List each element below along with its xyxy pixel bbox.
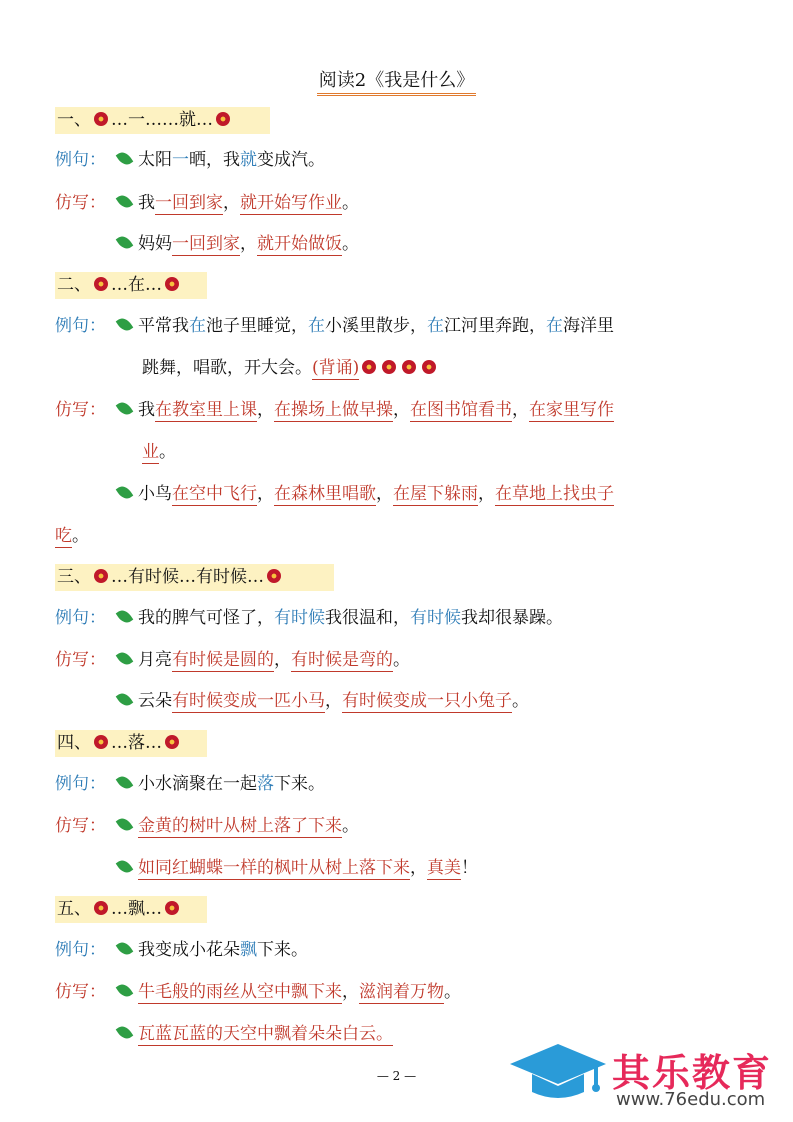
section-5-heading: 五、 …飘…	[55, 896, 207, 923]
section-4-example: 例句： 小水滴聚在一起落下来。	[55, 774, 325, 794]
sentence-text: 我的脾气可怪了，	[138, 608, 274, 628]
imitation-phrase: 一回到家	[172, 234, 240, 254]
flower-icon	[216, 112, 230, 126]
sentence-text: ，	[240, 234, 257, 254]
sentence-text: 。	[512, 691, 529, 711]
section-2-imitation-1: 仿写： 我在教室里上课，在操场上做早操，在图书馆看书，在家里写作	[55, 400, 614, 420]
page-title: 阅读2《我是什么》	[0, 66, 793, 96]
sentence-text: 。	[72, 526, 89, 546]
keyword: 一	[172, 150, 189, 170]
leaf-icon	[116, 857, 134, 876]
imitation-phrase: 在空中飞行	[172, 484, 257, 504]
sentence-text: 我却很暴躁。	[461, 608, 563, 628]
imitation-phrase: 滋润着万物	[359, 982, 444, 1002]
imitation-phrase: 有时候变成一匹小马	[172, 691, 325, 711]
sentence-text: ，	[274, 650, 291, 670]
imitation-phrase: 金黄的树叶从树上落了下来	[138, 816, 342, 836]
sentence-text: 小鸟	[138, 484, 172, 504]
keyword: 落	[257, 774, 274, 794]
imitation-phrase: 如同红蝴蝶一样的枫叶从树上落下来	[138, 858, 410, 878]
flower-icon	[94, 277, 108, 291]
imitation-phrase: 在图书馆看书	[410, 400, 512, 420]
sentence-text: 晒，我	[189, 150, 240, 170]
section-4-imitation-2	[55, 856, 478, 880]
sentence-text: 我变成小花朵	[138, 940, 240, 960]
imitation-phrase: 业	[142, 442, 159, 462]
sentence-text: ，	[325, 691, 342, 711]
section-5-example: 例句： 我变成小花朵飘下来。	[55, 940, 308, 960]
keyword: 就	[240, 150, 257, 170]
imitation-phrase: 在森林里唱歌	[274, 484, 376, 504]
sentence-text: ，	[376, 484, 393, 504]
leaf-icon	[116, 1023, 134, 1042]
imitation-phrase: (背诵)	[312, 358, 360, 378]
imitation-phrase: 真美	[427, 858, 461, 878]
section-5-imitation-2	[55, 1022, 393, 1046]
section-2-imitation-1-line-2	[142, 440, 176, 464]
sentence-text: 云朵	[138, 691, 172, 711]
imitation-phrase: 在教室里上课	[155, 400, 257, 420]
section-1-heading: 一、 …一……就…	[55, 107, 270, 134]
imitation-phrase: 瓦蓝瓦蓝的天空中飘着朵朵白云。	[138, 1024, 393, 1044]
flower-icon	[94, 735, 108, 749]
sentence-text: 变成汽。	[257, 150, 325, 170]
imitation-phrase: 有时候是圆的	[172, 650, 274, 670]
imitation-phrase: 就开始写作业	[240, 193, 342, 213]
imitation-phrase: 牛毛般的雨丝从空中飘下来	[138, 982, 342, 1002]
page-number: — 2 —	[376, 1069, 417, 1083]
sentence-text: 小水滴聚在一起	[138, 774, 257, 794]
sentence-text: 。	[342, 816, 359, 836]
sentence-text: 小溪里散步，	[325, 316, 427, 336]
sentence-text: 平常我	[138, 316, 189, 336]
sentence-text: 。	[342, 234, 359, 254]
brand-site: www.76edu.com	[616, 1089, 766, 1110]
section-4-heading: 四、 …落…	[55, 730, 207, 757]
flower-icon	[94, 569, 108, 583]
sentence-text: 江河里奔跑，	[444, 316, 546, 336]
section-2-imitation-2-line-2	[55, 524, 89, 548]
section-3-heading: 三、 …有时候…有时候…	[55, 564, 334, 591]
section-2-example-line-1: 例句： 平常我在池子里睡觉，在小溪里散步，在江河里奔跑，在海洋里	[55, 316, 614, 336]
sentence-text: 。	[159, 442, 176, 462]
sentence-text: 我很温和，	[325, 608, 410, 628]
sentence-text: ！	[461, 858, 478, 878]
keyword: 在	[189, 316, 206, 336]
leaf-icon	[116, 690, 134, 709]
sentence-text: 跳舞，唱歌，开大会。	[142, 358, 312, 378]
imitation-phrase: 有时候变成一只小兔子	[342, 691, 512, 711]
sentence-text: 太阳	[138, 150, 172, 170]
section-3-imitation-2	[55, 689, 529, 713]
imitation-phrase: 有时候是弯的	[291, 650, 393, 670]
keyword: 飘	[240, 940, 257, 960]
sentence-text: ，	[393, 400, 410, 420]
imitation-phrase: 就开始做饭	[257, 234, 342, 254]
flower-icon	[422, 360, 436, 374]
flower-icon	[402, 360, 416, 374]
sentence-text: 妈妈	[138, 234, 172, 254]
section-1-example: 例句： 太阳一晒，我就变成汽。	[55, 150, 325, 170]
leaf-icon	[116, 483, 134, 502]
flower-icon	[362, 360, 376, 374]
keyword: 在	[427, 316, 444, 336]
flower-icon	[94, 901, 108, 915]
section-2-imitation-2	[55, 482, 614, 506]
sentence-text: ，	[478, 484, 495, 504]
sentence-text: 。	[393, 650, 410, 670]
sentence-text: 下来。	[257, 940, 308, 960]
leaf-icon	[116, 233, 134, 252]
brand-name: 其乐教育	[612, 1051, 773, 1095]
flower-icon	[165, 735, 179, 749]
imitation-phrase: 在操场上做早操	[274, 400, 393, 420]
imitation-phrase: 在家里写作	[529, 400, 614, 420]
flower-icon	[165, 277, 179, 291]
flower-icon	[165, 901, 179, 915]
section-3-example: 例句： 我的脾气可怪了，有时候我很温和，有时候我却很暴躁。	[55, 608, 563, 628]
graduation-cap-icon	[508, 1040, 608, 1102]
sentence-text: ，	[257, 400, 274, 420]
section-2-heading: 二、 …在…	[55, 272, 207, 299]
imitation-phrase: 吃	[55, 526, 72, 546]
section-1-imitation-1: 仿写： 我一回到家，就开始写作业。	[55, 193, 359, 213]
sentence-text: ，	[223, 193, 240, 213]
flower-icon	[267, 569, 281, 583]
section-2-example-line-2	[142, 356, 439, 380]
sentence-text: 海洋里	[563, 316, 614, 336]
sentence-text: ，	[257, 484, 274, 504]
section-1-imitation-2	[55, 232, 359, 256]
section-4-imitation-1: 仿写： 金黄的树叶从树上落了下来。	[55, 816, 359, 836]
sentence-text: 月亮	[138, 650, 172, 670]
imitation-phrase: 一回到家	[155, 193, 223, 213]
keyword: 在	[546, 316, 563, 336]
sentence-text: 池子里睡觉，	[206, 316, 308, 336]
sentence-text: ，	[410, 858, 427, 878]
sentence-text: ，	[342, 982, 359, 1002]
imitation-phrase: 在屋下躲雨	[393, 484, 478, 504]
flower-icon	[382, 360, 396, 374]
sentence-text: ，	[512, 400, 529, 420]
sentence-text: 我	[138, 400, 155, 420]
sentence-text: 。	[342, 193, 359, 213]
flower-icon	[94, 112, 108, 126]
imitation-phrase: 在草地上找虫子	[495, 484, 614, 504]
sentence-text: 下来。	[274, 774, 325, 794]
section-3-imitation-1: 仿写： 月亮有时候是圆的，有时候是弯的。	[55, 650, 410, 670]
sentence-text: 。	[444, 982, 461, 1002]
keyword: 在	[308, 316, 325, 336]
keyword: 有时候	[274, 608, 325, 628]
section-5-imitation-1: 仿写： 牛毛般的雨丝从空中飘下来，滋润着万物。	[55, 982, 461, 1002]
sentence-text: 我	[138, 193, 155, 213]
keyword: 有时候	[410, 608, 461, 628]
